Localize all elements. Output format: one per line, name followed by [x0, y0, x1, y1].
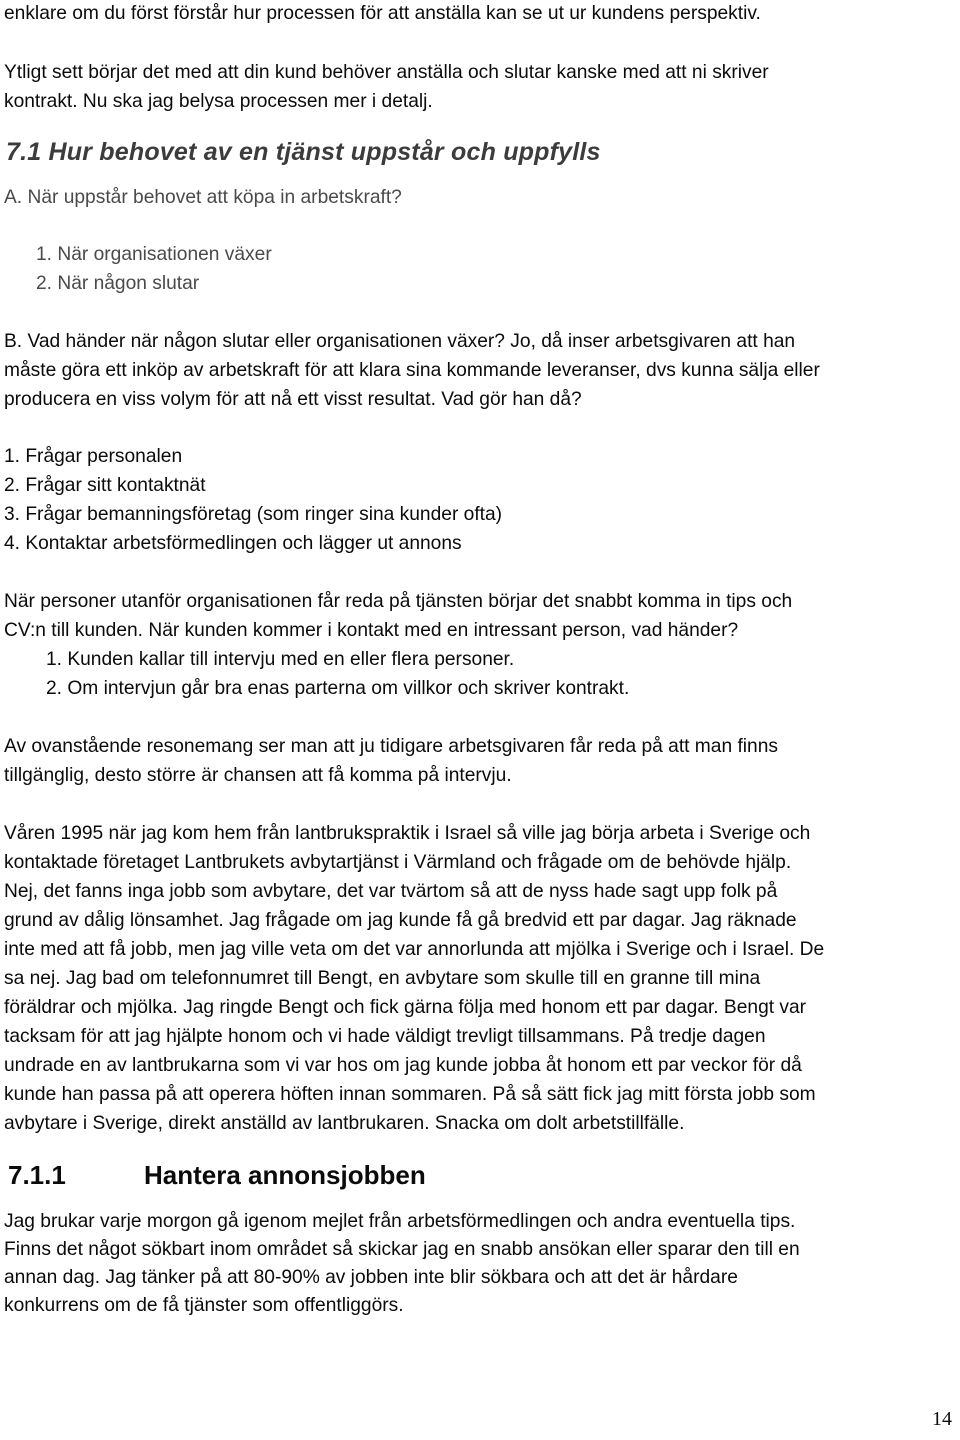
- paragraph-e-line: föräldrar och mjölka. Jag ringde Bengt och fick gärna följa med honom ett par dagar. Bengt var: [4, 997, 807, 1018]
- list-item: 2. När någon slutar: [36, 273, 200, 294]
- section-heading-7-1: 7.1 Hur behovet av en tjänst uppstår och uppfylls: [6, 138, 601, 166]
- list-item: 2. Om intervjun går bra enas parterna om villkor och skriver kontrakt.: [46, 678, 630, 699]
- paragraph-e-line: kunde han passa på att operera höften innan sommaren. På så sätt fick jag mitt första jobb som: [4, 1084, 816, 1105]
- section-number: 7.1.1: [8, 1160, 66, 1190]
- paragraph-b-line: producera en viss volym för att nå ett visst resultat. Vad gör han då?: [4, 389, 582, 410]
- paragraph-e-line: avbytare i Sverige, direkt anställd av lantbrukaren. Snacka om dolt arbetstillfälle.: [4, 1113, 685, 1134]
- paragraph-f-line: konkurrens om de få tjänster som offentliggörs.: [4, 1295, 404, 1316]
- page-number: 14: [932, 1408, 952, 1430]
- paragraph-e-line: tacksam för att jag hjälpte honom och vi hade väldigt trevligt tillsammans. På tredje dagen: [4, 1026, 766, 1047]
- intro-line-1: enklare om du först förstår hur processen för att anställa kan se ut ur kundens perspektiv.: [4, 3, 761, 24]
- question-a: A. När uppstår behovet att köpa in arbetskraft?: [4, 187, 402, 208]
- intro-line-2: Ytligt sett börjar det med att din kund behöver anställa och slutar kanske med att ni skriver: [4, 62, 769, 83]
- paragraph-c-line: När personer utanför organisationen får reda på tjänsten börjar det snabbt komma in tips och: [4, 591, 793, 612]
- paragraph-f-line: Jag brukar varje morgon gå igenom mejlet från arbetsförmedlingen och andra eventuella tips.: [4, 1211, 796, 1232]
- list-item: 2. Frågar sitt kontaktnät: [4, 475, 206, 496]
- paragraph-b-line: B. Vad händer när någon slutar eller organisationen växer? Jo, då inser arbetsgivaren att han: [4, 331, 796, 352]
- paragraph-f-line: annan dag. Jag tänker på att 80-90% av jobben inte blir sökbara och att det är hårdare: [4, 1267, 738, 1288]
- list-item: 4. Kontaktar arbetsförmedlingen och lägger ut annons: [4, 533, 462, 554]
- list-item: 1. Frågar personalen: [4, 446, 183, 467]
- section-title: Hantera annonsjobben: [144, 1160, 426, 1190]
- paragraph-e-line: grund av dålig lönsamhet. Jag frågade om jag kunde få gå bredvid ett par dagar. Jag räknade: [4, 910, 797, 931]
- paragraph-e-line: Våren 1995 när jag kom hem från lantbrukspraktik i Israel så ville jag börja arbeta i Sverige och: [4, 823, 811, 844]
- paragraph-e-line: undrade en av lantbrukarna som vi var hos om jag kunde jobba åt honom ett par veckor för då: [4, 1055, 802, 1076]
- list-item: 1. När organisationen växer: [36, 244, 272, 265]
- paragraph-c-line: CV:n till kunden. När kunden kommer i kontakt med en intressant person, vad händer?: [4, 620, 739, 641]
- intro-line-3: kontrakt. Nu ska jag belysa processen mer i detalj.: [4, 91, 433, 112]
- paragraph-d-line: tillgänglig, desto större är chansen att få komma på intervju.: [4, 765, 512, 786]
- paragraph-d-line: Av ovanstående resonemang ser man att ju tidigare arbetsgivaren får reda på att man finns: [4, 736, 778, 757]
- list-item: 1. Kunden kallar till intervju med en eller flera personer.: [46, 649, 515, 670]
- paragraph-e-line: Nej, det fanns inga jobb som avbytare, det var tvärtom så att de nyss hade sagt upp folk på: [4, 881, 778, 902]
- paragraph-e-line: kontaktade företaget Lantbrukets avbytartjänst i Värmland och frågade om de behövde hjälp.: [4, 852, 792, 873]
- list-item: 3. Frågar bemanningsföretag (som ringer sina kunder ofta): [4, 504, 503, 525]
- paragraph-b-line: måste göra ett inköp av arbetskraft för att klara sina kommande leveranser, dvs kunna sälja eller: [4, 360, 820, 381]
- paragraph-e-line: inte med att få jobb, men jag ville veta om det var annorlunda att mjölka i Sverige och i Israel. De: [4, 939, 825, 960]
- paragraph-f-line: Finns det något sökbart inom området så skickar jag en snabb ansökan eller sparar den till en: [4, 1239, 800, 1260]
- paragraph-e-line: sa nej. Jag bad om telefonnumret till Bengt, en avbytare som skulle till en granne till mina: [4, 968, 761, 989]
